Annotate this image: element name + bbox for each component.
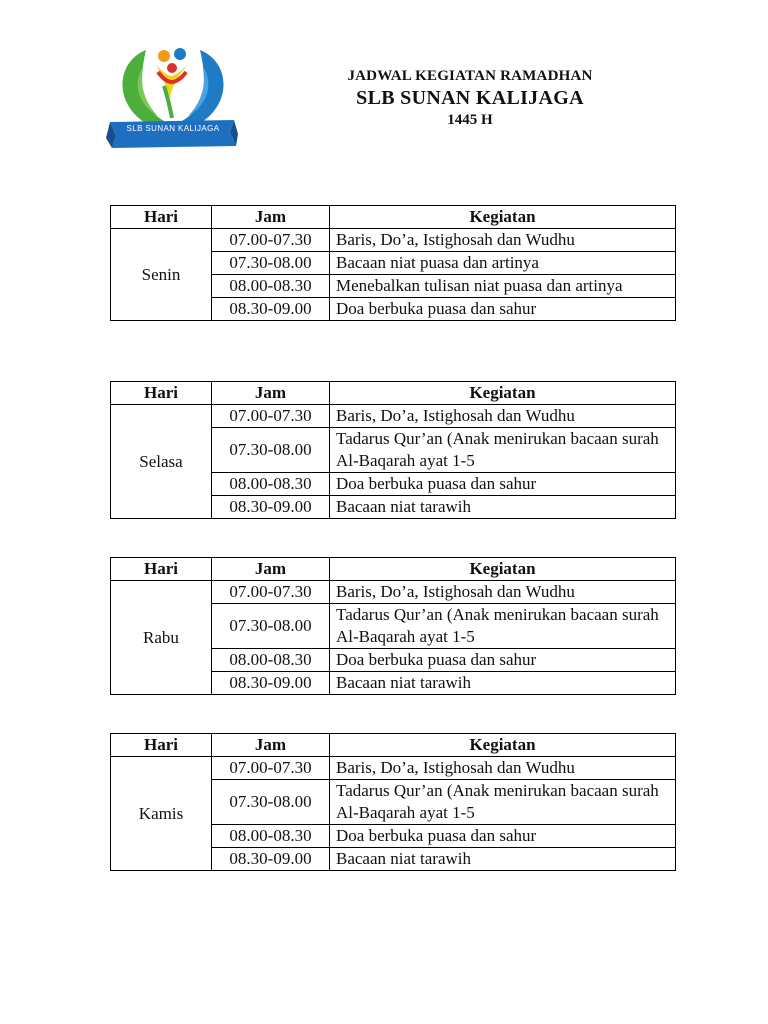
table-header-row [111,734,676,757]
activity-cell: Baris, Do’a, Istighosah dan Wudhu [330,757,676,780]
activity-cell: Baris, Do’a, Istighosah dan Wudhu [330,229,676,252]
day-cell: Kamis [111,757,212,871]
activity-cell: Doa berbuka puasa dan sahur [330,298,676,321]
activity-cell: Tadarus Qur’an (Anak menirukan bacaan surah Al-Baqarah ayat 1-5 [330,428,676,473]
time-cell: 08.00-08.30 [212,649,330,672]
time-cell: 07.30-08.00 [212,252,330,275]
header-school-name: SLB SUNAN KALIJAGA [356,87,584,109]
column-header-jam: Jam [212,382,330,405]
activity-cell: Tadarus Qur’an (Anak menirukan bacaan surah Al-Baqarah ayat 1-5 [330,780,676,825]
time-cell: 08.30-09.00 [212,298,330,321]
column-header-jam: Jam [212,558,330,581]
time-cell: 08.00-08.30 [212,825,330,848]
header-title: JADWAL KEGIATAN RAMADHAN [347,68,593,84]
schedule-table-rabu [110,557,676,695]
activity-cell: Bacaan niat puasa dan artinya [330,252,676,275]
table-row [111,757,676,780]
activity-cell: Baris, Do’a, Istighosah dan Wudhu [330,581,676,604]
time-cell: 08.00-08.30 [212,473,330,496]
column-header-jam: Jam [212,206,330,229]
column-header-kegiatan: Kegiatan [330,206,676,229]
header-year: 1445 H [447,112,493,128]
time-cell: 07.30-08.00 [212,780,330,825]
time-cell: 07.00-07.30 [212,581,330,604]
table-row [111,229,676,252]
logo-banner-text: SLB SUNAN KALIJAGA [126,124,220,133]
column-header-kegiatan: Kegiatan [330,382,676,405]
time-cell: 07.30-08.00 [212,428,330,473]
column-header-hari: Hari [111,734,212,757]
activity-cell: Bacaan niat tarawih [330,496,676,519]
time-cell: 07.30-08.00 [212,604,330,649]
day-cell: Selasa [111,405,212,519]
time-cell: 08.30-09.00 [212,672,330,695]
table-row [111,405,676,428]
activity-cell: Doa berbuka puasa dan sahur [330,473,676,496]
activity-cell: Menebalkan tulisan niat puasa dan artinya [330,275,676,298]
school-logo [106,42,238,160]
schedule-table-senin [110,205,676,321]
day-cell: Rabu [111,581,212,695]
time-cell: 08.30-09.00 [212,848,330,871]
schedule-table-kamis [110,733,676,871]
time-cell: 08.30-09.00 [212,496,330,519]
column-header-kegiatan: Kegiatan [330,558,676,581]
time-cell: 08.00-08.30 [212,275,330,298]
activity-cell: Doa berbuka puasa dan sahur [330,825,676,848]
table-header-row [111,206,676,229]
activity-cell: Bacaan niat tarawih [330,848,676,871]
activity-cell: Baris, Do’a, Istighosah dan Wudhu [330,405,676,428]
table-row [111,581,676,604]
time-cell: 07.00-07.30 [212,229,330,252]
column-header-hari: Hari [111,558,212,581]
activity-cell: Tadarus Qur’an (Anak menirukan bacaan surah Al-Baqarah ayat 1-5 [330,604,676,649]
activity-cell: Doa berbuka puasa dan sahur [330,649,676,672]
time-cell: 07.00-07.30 [212,405,330,428]
schedule-table-selasa [110,381,676,519]
table-header-row [111,382,676,405]
column-header-hari: Hari [111,206,212,229]
column-header-hari: Hari [111,382,212,405]
logo-blue-leaf [180,50,224,127]
time-cell: 07.00-07.30 [212,757,330,780]
day-cell: Senin [111,229,212,321]
table-header-row [111,558,676,581]
logo-green-leaf [122,50,166,127]
document-header [290,66,650,130]
activity-cell: Bacaan niat tarawih [330,672,676,695]
column-header-jam: Jam [212,734,330,757]
column-header-kegiatan: Kegiatan [330,734,676,757]
